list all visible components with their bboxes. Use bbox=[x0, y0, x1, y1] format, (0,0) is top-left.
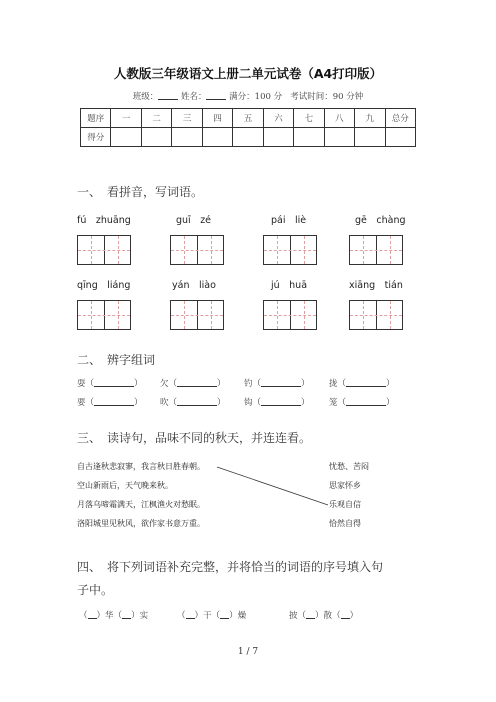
zuci-char: 钓 bbox=[244, 379, 253, 389]
idiom-char: 燥 bbox=[237, 611, 247, 621]
emotion-item[interactable]: 忧愁、苦闷 bbox=[329, 462, 369, 471]
pinyin-3: pái liè bbox=[271, 215, 307, 226]
score-cell: 题序 bbox=[81, 109, 111, 128]
zuci-char: 吹 bbox=[160, 398, 169, 408]
score-row-label: 得分 bbox=[81, 128, 111, 147]
class-label: 班级： bbox=[132, 92, 159, 102]
poem-line: 空山新雨后，天气晚来秋。 bbox=[77, 481, 173, 490]
score-cell: 六 bbox=[263, 109, 293, 128]
section-1-heading: 一、 看拼音，写词语。 bbox=[77, 185, 204, 199]
pinyin-6: yán liào bbox=[172, 280, 216, 291]
idiom-char: 实 bbox=[139, 611, 149, 621]
pinyin-1: fú zhuāng bbox=[77, 215, 131, 226]
score-cell: 二 bbox=[141, 109, 171, 128]
doc-title: 人教版三年级语文上册二单元试卷（A4打印版） bbox=[113, 66, 383, 81]
zuci-item: 欠（ ） bbox=[160, 379, 226, 389]
section-3-heading: 三、 读诗句，品味不同的秋天，并连连看。 bbox=[77, 431, 312, 445]
idiom-blank[interactable] bbox=[88, 609, 97, 619]
full-score: 满分：100 分 bbox=[229, 92, 283, 102]
zuci-item: 拢（ ） bbox=[329, 379, 395, 389]
section-4-heading: 四、 将下列词语补充完整，并将恰当的词语的序号填入句 bbox=[77, 560, 384, 574]
page-number: 1 / 7 bbox=[237, 647, 259, 657]
zuci-item: 笼（ ） bbox=[329, 398, 395, 408]
idiom-blank[interactable] bbox=[220, 609, 229, 619]
idiom-blank[interactable] bbox=[186, 609, 195, 619]
score-cell: 三 bbox=[172, 109, 202, 128]
poem-line: 自古逢秋悲寂寥，我言秋日胜春朝。 bbox=[77, 462, 205, 471]
zuci-item: 钓（ ） bbox=[244, 379, 310, 389]
name-label: 姓名： bbox=[180, 92, 207, 102]
zuci-item: 吹（ ） bbox=[160, 398, 226, 408]
score-cell: 九 bbox=[355, 109, 385, 128]
idiom-char: 华 bbox=[105, 611, 114, 621]
score-cell: 八 bbox=[324, 109, 354, 128]
zuci-item: 耍（ ） bbox=[77, 379, 143, 389]
zuci-char: 要 bbox=[77, 398, 86, 408]
pinyin-5: qīng liáng bbox=[77, 280, 131, 291]
idiom-blank[interactable] bbox=[122, 609, 131, 619]
emotion-item[interactable]: 思家怀乡 bbox=[329, 481, 361, 490]
exam-time: 考试时间：90 分钟 bbox=[290, 92, 364, 102]
score-cell: 五 bbox=[233, 109, 263, 128]
zuci-char: 钩 bbox=[244, 398, 253, 408]
section-2-heading: 二、 辨字组词 bbox=[77, 353, 156, 367]
idiom-blank[interactable] bbox=[341, 609, 350, 619]
zuci-char: 拢 bbox=[329, 379, 338, 389]
emotion-item[interactable]: 乐观自信 bbox=[329, 500, 361, 509]
connection-line bbox=[217, 467, 328, 505]
idiom-item: （ ）华（ ）实 bbox=[79, 611, 149, 621]
idiom-char: 散 bbox=[323, 611, 333, 621]
zuci-item: 要（ ） bbox=[77, 398, 143, 408]
emotion-item[interactable]: 恰然自得 bbox=[329, 519, 361, 528]
pinyin-2: guī zé bbox=[176, 215, 212, 226]
poem-line: 洛阳城里见秋风，欲作家书意万重。 bbox=[77, 519, 205, 528]
pinyin-7: jú huā bbox=[271, 280, 308, 291]
idiom-blank[interactable] bbox=[306, 609, 315, 619]
idiom-char: 披 bbox=[289, 611, 298, 621]
pinyin-8: xiāng tián bbox=[349, 280, 403, 291]
zuci-item: 钩（ ） bbox=[244, 398, 310, 408]
score-cell: 七 bbox=[294, 109, 324, 128]
idiom-char: 干 bbox=[203, 611, 212, 621]
idiom-item: （ ）干（ ）燥 bbox=[177, 611, 247, 621]
score-cell: 总分 bbox=[385, 109, 415, 128]
zuci-char: 欠 bbox=[160, 379, 169, 389]
idiom-item: 披（ ）散（ ） bbox=[289, 611, 359, 621]
zuci-char: 笼 bbox=[329, 398, 338, 408]
score-cell: 一 bbox=[111, 109, 141, 128]
pinyin-4: gē chàng bbox=[355, 215, 406, 226]
section-4-heading-cont: 子中。 bbox=[77, 583, 114, 597]
poem-line: 月落乌啼霜满天，江枫渔火对愁眠。 bbox=[77, 500, 205, 509]
score-cell: 四 bbox=[202, 109, 232, 128]
zuci-char: 耍 bbox=[77, 379, 86, 389]
